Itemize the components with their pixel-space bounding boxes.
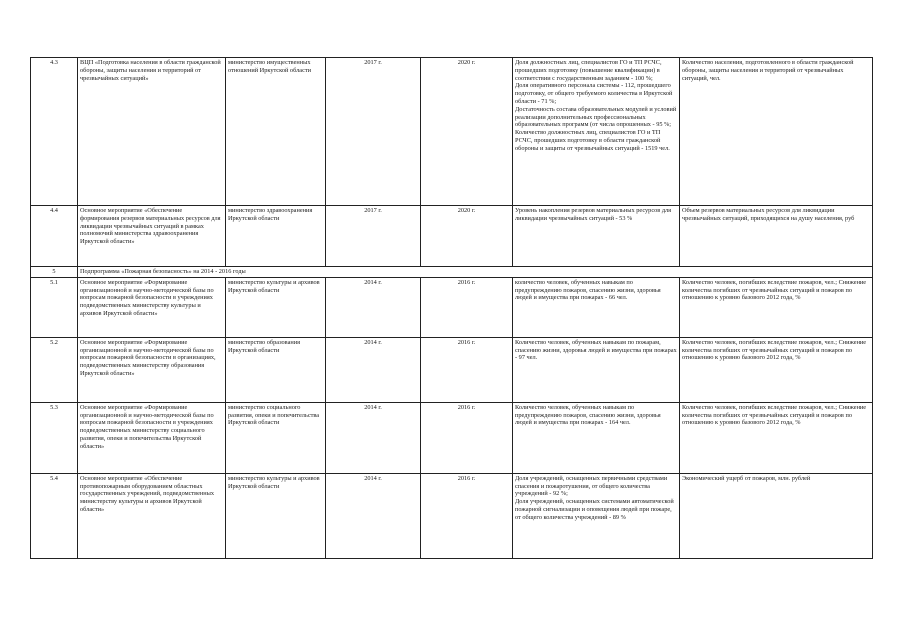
indicator-line: Доля оперативного персонала системы - 112, прошедшего подготовку, от общего требуемого количества в Иркутской области - 71 %; — [515, 82, 673, 105]
end-year: 2016 г. — [421, 402, 513, 473]
result-indicator: Экономический ущерб от пожаров, млн. рублей — [680, 473, 873, 558]
start-year: 2017 г. — [326, 58, 421, 206]
indicator-line: Уровень накопления резервов материальных ресурсов для ликвидации чрезвычайных ситуаций - 53 % — [515, 207, 672, 222]
executor: министерство социального развития, опеки и попечительства Иркутской области — [226, 402, 326, 473]
executor: министерство культуры и архивов Иркутской области — [226, 277, 326, 337]
end-year: 2016 г. — [421, 473, 513, 558]
indicator-line: Доля учреждений, оснащенных первичными средствами спасения и пожаротушения, от общего количества учреждений - 92 %; — [515, 474, 668, 498]
result-indicator: Количество человек, погибших вследствие пожаров, чел.; Снижение количества погибших от чрезвычайных ситуаций и пожаров по отношению к уровню базового 2012 года, % — [680, 277, 873, 337]
measure-name: Основное мероприятие «Обеспечение формирования резервов материальных ресурсов для ликвидации чрезвычайных ситуаций в рамках полномочий министерства здравоохранения Иркутской области» — [78, 206, 226, 267]
measure-name: Основное мероприятие «Формирование организационной и научно-методической базы по вопросам пожарной безопасности в организациях, подведомственных министерству образования Иркутской области» — [78, 337, 226, 402]
table-row — [31, 206, 873, 267]
executor: министерство имущественных отношений Иркутской области — [226, 58, 326, 206]
table-row — [31, 402, 873, 473]
table-row — [31, 277, 873, 337]
end-year: 2016 г. — [421, 337, 513, 402]
table-row — [31, 58, 873, 206]
end-year: 2016 г. — [421, 277, 513, 337]
indicators — [513, 402, 680, 473]
row-number: 5.4 — [31, 473, 78, 558]
indicators — [513, 277, 680, 337]
subprogram-row — [31, 267, 873, 278]
measure-name: Основное мероприятие «Обеспечение противопожарным оборудованием областных государственных учреждений, подведомственных министерству культуры и архивов Иркутской области» — [78, 473, 226, 558]
start-year: 2014 г. — [326, 402, 421, 473]
end-year: 2020 г. — [421, 58, 513, 206]
indicator-line: Доля учреждений, оснащенных системами автоматической пожарной сигнализации и оповещения людей при пожаре, от общего количества учреждений - 89 % — [515, 498, 674, 521]
indicators — [513, 337, 680, 402]
table-row — [31, 473, 873, 558]
row-number: 5.2 — [31, 337, 78, 402]
executor: министерство образования Иркутской области — [226, 337, 326, 402]
subprogram-title: Подпрограмма «Пожарная безопасность» на 2014 - 2016 годы — [78, 267, 873, 278]
indicator-line: количество человек, обученных навыкам по предупреждению пожаров, спасению жизни, здоровья людей и имущества при пожарах - 66 чел. — [515, 278, 661, 302]
row-number: 5.3 — [31, 402, 78, 473]
row-number: 4.4 — [31, 206, 78, 267]
indicators — [513, 206, 680, 267]
start-year: 2014 г. — [326, 473, 421, 558]
executor: министерство здравоохранения Иркутской области — [226, 206, 326, 267]
row-number: 5 — [31, 267, 78, 278]
measure-name: Основное мероприятие «Формирование организационной и научно-методической базы по вопросам пожарной безопасности в учреждениях подведомственных министерству культуры и архивов Иркутской области» — [78, 277, 226, 337]
start-year: 2014 г. — [326, 337, 421, 402]
result-indicator: Объем резервов материальных ресурсов для ликвидации чрезвычайных ситуаций, приходящихся на душу населения, руб — [680, 206, 873, 267]
indicators — [513, 58, 680, 206]
indicator-line: Количество человек, обученных навыкам по предупреждению пожаров, спасению жизни, здоровья людей и имущества при пожарах - 164 чел. — [515, 403, 661, 427]
start-year: 2014 г. — [326, 277, 421, 337]
measure-name: Основное мероприятие «Формирование организационной и научно-методической базы по вопросам пожарной безопасности в учреждениях подведомственных министерству социального развития, опеки и попечительства Иркутской области» — [78, 402, 226, 473]
indicator-line: Достаточность состава образовательных модулей и условий реализации дополнительных профессиональных образовательных программ (от числа опрошенных - 95 %; — [515, 105, 677, 129]
executor: министерство культуры и архивов Иркутской области — [226, 473, 326, 558]
indicator-line: Количество должностных лиц, специалистов ГО и ТП РСЧС, прошедших подготовку в области гражданской обороны и защиты от чрезвычайных ситуаций - 1519 чел. — [515, 129, 670, 152]
measure-name: ВЦП «Подготовка населения в области гражданской обороны, защиты населения и территорий от чрезвычайных ситуаций» — [78, 58, 226, 206]
result-indicator: Количество человек, погибших вследствие пожаров, чел.; Снижение количества погибших от чрезвычайных ситуаций и пожаров по отношению к уровню базового 2012 года, % — [680, 337, 873, 402]
indicator-line: Доля должностных лиц, специалистов ГО и ТП РСЧС, прошедших подготовку (повышение квалификации) в соответствии с государственным заданием - 100 %; — [515, 59, 662, 82]
start-year: 2017 г. — [326, 206, 421, 267]
row-number: 4.3 — [31, 58, 78, 206]
program-table — [30, 57, 873, 559]
result-indicator: Количество человек, погибших вследствие пожаров, чел.; Снижение количества погибших от чрезвычайных ситуаций и пожаров по отношению к уровню базового 2012 года, % — [680, 402, 873, 473]
end-year: 2020 г. — [421, 206, 513, 267]
indicators — [513, 473, 680, 558]
result-indicator: Количество населения, подготовленного в области гражданской обороны, защиты населения и территорий от чрезвычайных ситуаций, чел. — [680, 58, 873, 206]
indicator-line: Количество человек, обученных навыкам по пожарам, спасению жизни, здоровья людей и имущества при пожарах - 97 чел. — [515, 338, 677, 362]
table-row — [31, 337, 873, 402]
row-number: 5.1 — [31, 277, 78, 337]
